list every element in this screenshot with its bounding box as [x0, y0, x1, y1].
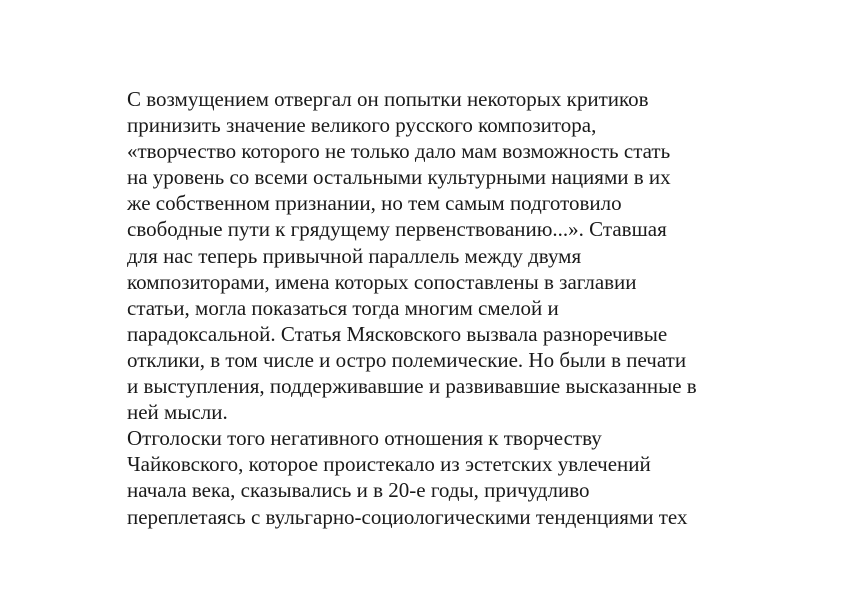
text-line: переплетаясь с вульгарно-социологическими тенденциями тех [127, 504, 688, 529]
text-line: статьи, могла показаться тогда многим смелой и [127, 295, 559, 320]
body-text [127, 86, 727, 530]
text-line: же собственном признании, но тем самым подготовило [127, 191, 622, 216]
text-line: отклики, в том числе и остро полемические. Но были в печати [127, 347, 687, 372]
text-line: принизить значение великого русского композитора, [127, 113, 597, 138]
text-line: для нас теперь привычной параллель между двумя [127, 243, 582, 268]
text-line: на уровень со всеми остальными культурными нациями в их [127, 165, 671, 190]
text-line: С возмущением отвергал он попытки некоторых критиков [127, 87, 649, 111]
text-line: композиторами, имена которых сопоставлены в заглавии [127, 269, 637, 294]
text-line: свободные пути к грядущему первенствованию...». Ставшая [127, 217, 667, 242]
text-line: парадоксальной. Статья Мясковского вызвала разноречивые [127, 321, 668, 346]
text-line: «творчество которого не только дало мам возможность стать [127, 139, 671, 164]
text-line: и выступления, поддерживавшие и развивавшие высказанные в [127, 374, 697, 399]
text-line: ней мысли. [127, 400, 228, 425]
text-line: Отголоски того негативного отношения к творчеству [127, 426, 602, 451]
text-line: Чайковского, которое проистекало из эстетских увлечений [127, 452, 651, 477]
text-line: начала века, сказывались и в 20-е годы, причудливо [127, 478, 590, 503]
